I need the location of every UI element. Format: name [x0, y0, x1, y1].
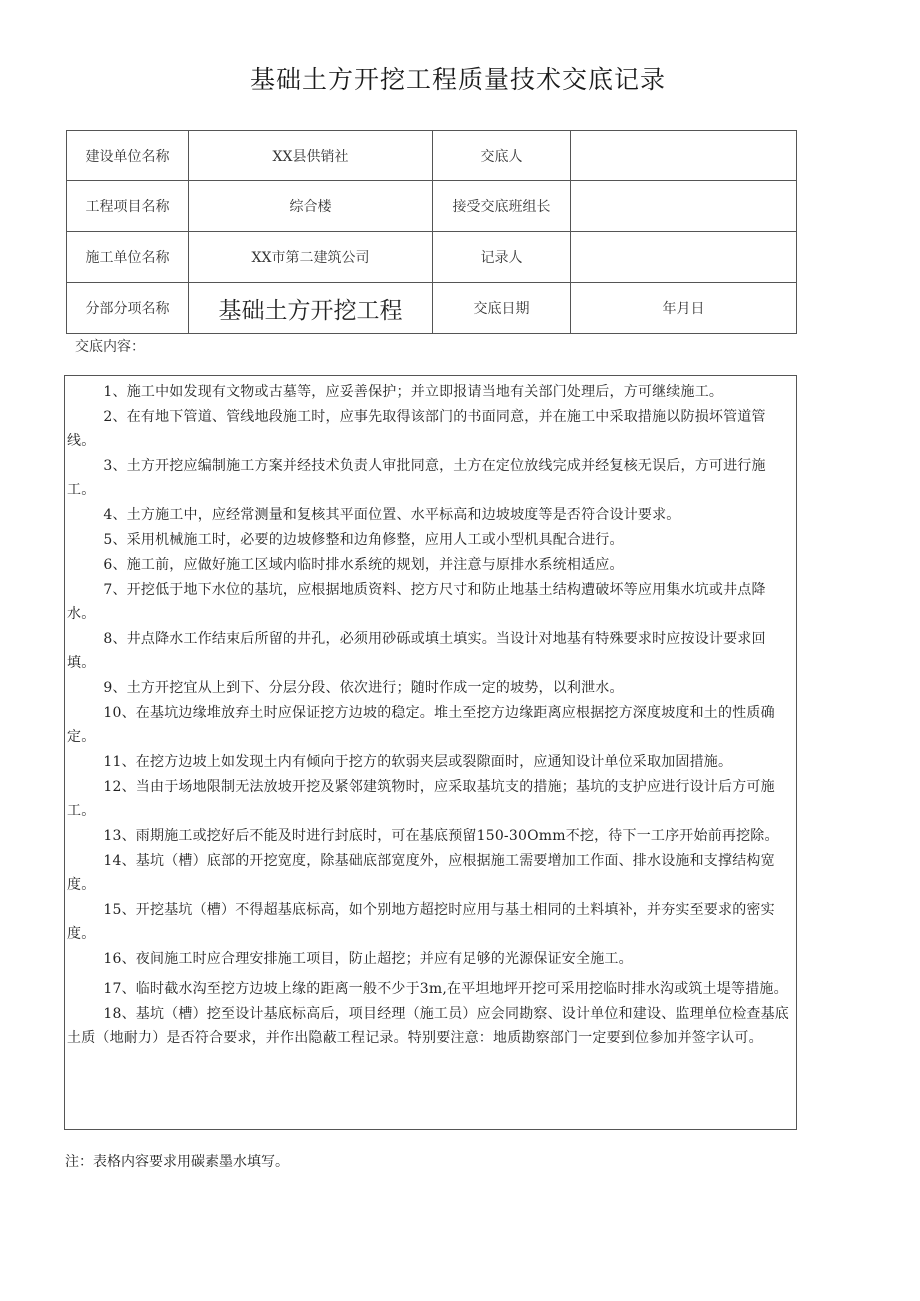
- list-item: 18、基坑（槽）挖至设计基底标高后，项目经理（施工员）应会同勘察、设计单位和建设、监理单位检查基底土质（地耐力）是否符合要求，并作出隐蔽工程记录。特别要注意：地质勘察部门一定要到位参加并签字认可。: [67, 1006, 790, 1046]
- label-recorder: 记录人: [433, 232, 571, 283]
- value-subproject: 基础土方开挖工程: [189, 283, 433, 334]
- footnote: 注：表格内容要求用碳素墨水填写。: [65, 1154, 289, 1170]
- list-item: 5、采用机械施工时，必要的边坡修整和边角修整，应用人工或小型机具配合进行。: [103, 532, 624, 548]
- value-contractor: XX市第二建筑公司: [189, 232, 433, 283]
- list-item: 12、当由于场地限制无法放坡开挖及紧邻建筑物时，应采取基坑支的措施；基坑的支护应进行设计后方可施工。: [67, 779, 775, 819]
- list-item: 8、井点降水工作结束后所留的井孔，必须用砂砾或填土填实。当设计对地基有特殊要求时应按设计要求回填。: [67, 631, 766, 671]
- label-subproject: 分部分项名称: [67, 283, 189, 334]
- table-row: [67, 232, 797, 283]
- list-item: 14、基坑（槽）底部的开挖宽度，除基础底部宽度外，应根据施工需要增加工作面、排水设施和支撑结构宽度。: [67, 853, 775, 893]
- value-recorder: [571, 232, 797, 283]
- table-row: [67, 283, 797, 334]
- list-item: 10、在基坑边缘堆放弃土时应保证挖方边坡的稳定。堆土至挖方边缘距离应根据挖方深度坡度和土的性质确定。: [67, 705, 775, 745]
- value-project-name: 综合楼: [189, 181, 433, 232]
- content-box: [64, 375, 797, 1130]
- page-title: 基础土方开挖工程质量技术交底记录: [249, 65, 666, 94]
- label-construction-unit: 建设单位名称: [67, 131, 189, 181]
- list-item: 2、在有地下管道、管线地段施工时，应事先取得该部门的书面同意，并在施工中采取措施以防损坏管道管线。: [67, 409, 766, 449]
- content-label: 交底内容：: [75, 339, 145, 355]
- value-brief-date: 年月日: [571, 283, 797, 334]
- value-construction-unit: XX县供销社: [189, 131, 433, 181]
- table-row: [67, 131, 797, 181]
- list-item: 15、开挖基坑（槽）不得超基底标高，如个别地方超挖时应用与基土相同的土料填补，并夯实至要求的密实度。: [67, 902, 775, 942]
- table-row: [67, 181, 797, 232]
- list-item: 13、雨期施工或挖好后不能及时进行封底时，可在基底预留150-30Omm不挖，待下一工序开始前再挖除。: [103, 828, 779, 844]
- list-item: 17、临时截水沟至挖方边坡上缘的距离一般不少于3m,在平坦地坪开挖可采用挖临时排水沟或筑土堤等措施。: [103, 981, 788, 997]
- list-item: 1、施工中如发现有文物或古墓等，应妥善保护；并立即报请当地有关部门处理后，方可继续施工。: [103, 384, 724, 400]
- list-item: 6、施工前，应做好施工区域内临时排水系统的规划，并注意与原排水系统相适应。: [103, 557, 624, 573]
- info-table: [66, 130, 797, 334]
- label-brief-date: 交底日期: [433, 283, 571, 334]
- list-item: 11、在挖方边坡上如发现土内有倾向于挖方的软弱夹层或裂隙面时，应通知设计单位采取加固措施。: [103, 754, 733, 770]
- value-briefer: [571, 131, 797, 181]
- list-item: 3、土方开挖应编制施工方案并经技术负责人审批同意，土方在定位放线完成并经复核无误后，方可进行施工。: [67, 458, 766, 498]
- label-team-leader: 接受交底班组长: [433, 181, 571, 232]
- list-item: 4、土方施工中，应经常测量和复核其平面位置、水平标高和边坡坡度等是否符合设计要求。: [103, 507, 681, 523]
- list-item: 16、夜间施工时应合理安排施工项目，防止超挖；并应有足够的光源保证安全施工。: [103, 951, 633, 967]
- value-team-leader: [571, 181, 797, 232]
- label-briefer: 交底人: [433, 131, 571, 181]
- label-contractor: 施工单位名称: [67, 232, 189, 283]
- list-item: 7、开挖低于地下水位的基坑，应根据地质资料、挖方尺寸和防止地基土结构遭破坏等应用集水坑或井点降水。: [67, 582, 766, 622]
- label-project-name: 工程项目名称: [67, 181, 189, 232]
- list-item: 9、土方开挖宜从上到下、分层分段、依次进行；随时作成一定的坡势，以利泄水。: [103, 680, 624, 696]
